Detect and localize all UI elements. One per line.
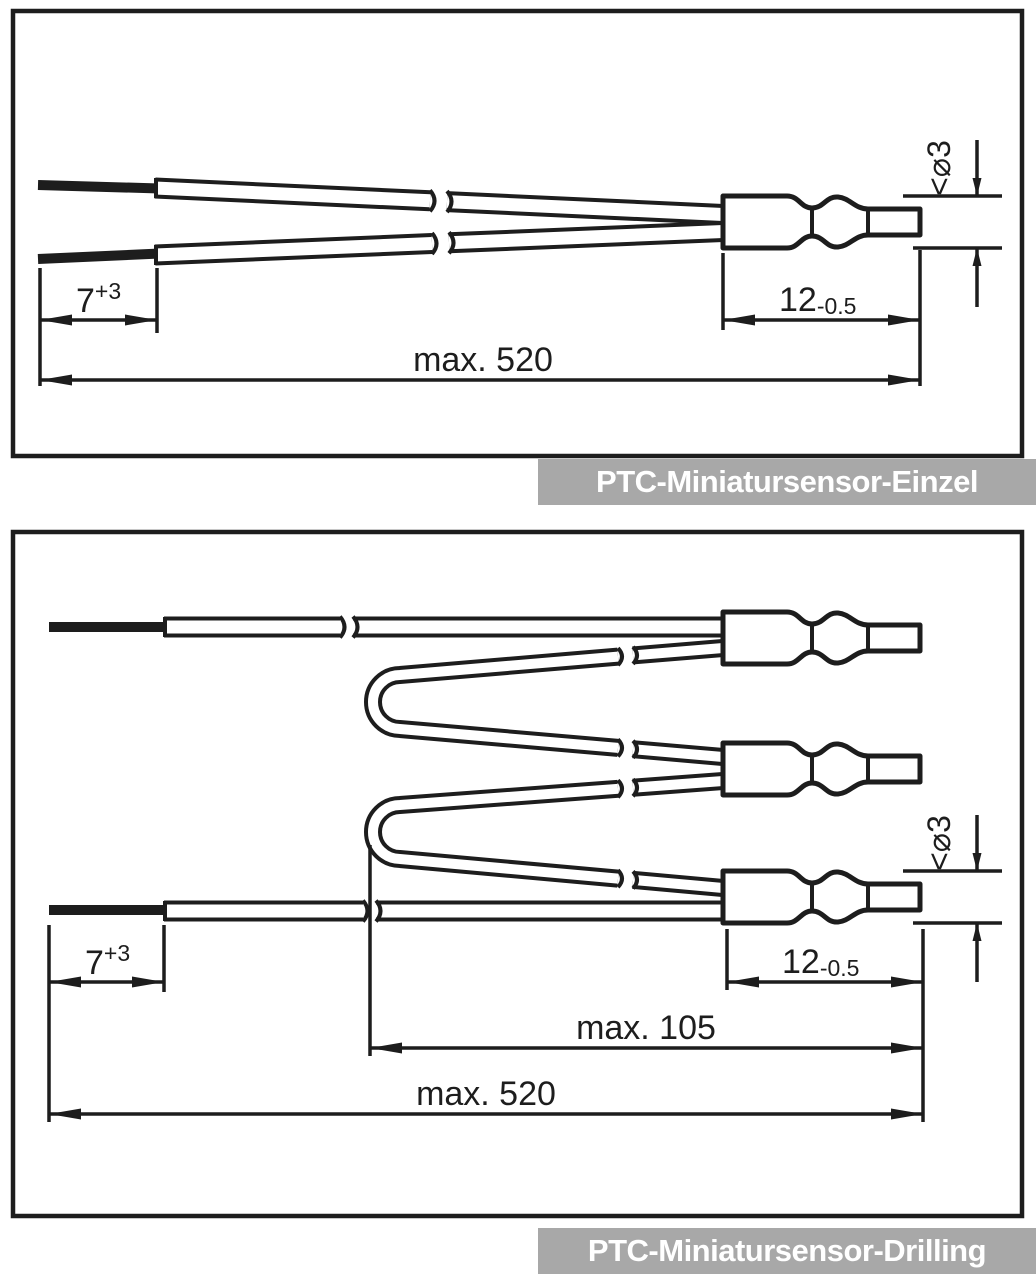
drilling-sensor-tip-1 <box>723 612 920 664</box>
einzel-body-length-label: 12-0.5 <box>779 281 857 319</box>
einzel-sensor-tip <box>723 196 920 248</box>
einzel-lead-strip-label: $7^{+3}$ <box>76 278 122 320</box>
drilling-total-length-label: max. 520 <box>416 1075 556 1113</box>
einzel-diameter-label: <⌀3 <box>921 140 957 196</box>
drilling-diameter-label: <⌀3 <box>921 815 957 871</box>
caption-einzel-text: PTC-Miniatursensor-Einzel <box>596 464 978 499</box>
drilling-bare-wires <box>49 627 166 910</box>
drilling-loop-wire-1 <box>373 647 723 758</box>
panel-drilling <box>13 532 1022 1216</box>
einzel-dim-total-length <box>40 341 920 386</box>
drilling-sensor-tip-2 <box>723 743 920 795</box>
drilling-dim-body-length <box>727 929 923 1122</box>
drilling-body-length-label: 12-0.5 <box>782 943 860 981</box>
einzel-total-length-label: max. 520 <box>413 341 553 379</box>
einzel-dim-lead-strip <box>40 268 157 386</box>
einzel-dim-body-length <box>723 250 920 386</box>
drilling-dim-lead-strip <box>49 925 164 1122</box>
drilling-loop-wire-2 <box>373 779 723 888</box>
caption-drilling-text: PTC-Miniatursensor-Drilling <box>587 1233 987 1268</box>
panel-einzel <box>13 11 1022 456</box>
caption-drilling <box>538 1228 1036 1274</box>
caption-einzel <box>538 459 1036 505</box>
einzel-bare-wires <box>38 185 160 259</box>
einzel-wires <box>155 178 723 265</box>
drilling-loop-span-label: max. 105 <box>576 1009 716 1047</box>
drilling-sensor-tip-3 <box>723 871 920 923</box>
drilling-dim-total-length <box>49 1075 923 1120</box>
drilling-lead-strip-label: $7^{+3}$ <box>85 940 131 982</box>
